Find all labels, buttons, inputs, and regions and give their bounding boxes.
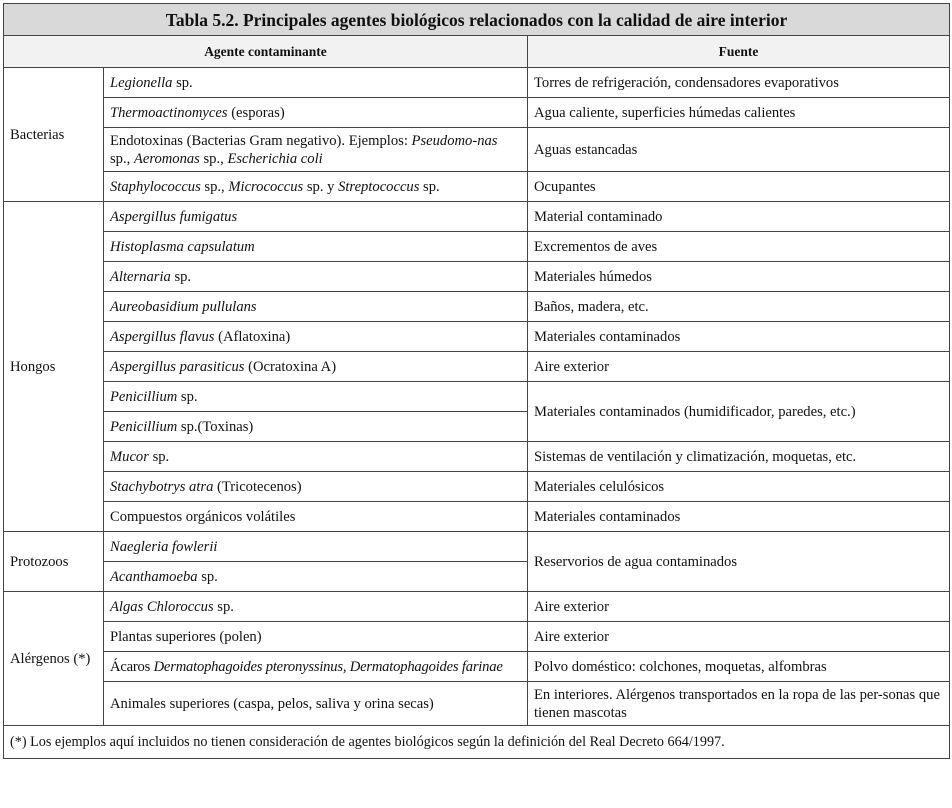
source-cell: Torres de refrigeración, condensadores evaporativos [528,68,950,98]
source-cell: Aire exterior [528,622,950,652]
agent-cell: Naegleria fowlerii [104,532,528,562]
category-bacterias: Bacterias [4,68,104,202]
table-row [4,172,950,202]
table-row [4,622,950,652]
table-row [4,202,950,232]
agent-cell: Algas Chloroccus sp. [104,592,528,622]
agent-cell: Compuestos orgánicos volátiles [104,502,528,532]
source-cell: Baños, madera, etc. [528,292,950,322]
agent-cell: Legionella sp. [104,68,528,98]
table-row [4,592,950,622]
category-hongos: Hongos [4,202,104,532]
source-cell: Sistemas de ventilación y climatización, moquetas, etc. [528,442,950,472]
agent-cell: Penicillium sp. [104,382,528,412]
source-cell: Ocupantes [528,172,950,202]
source-cell: Aguas estancadas [528,128,950,172]
category-protozoos: Protozoos [4,532,104,592]
table-row [4,532,950,562]
agent-cell: Animales superiores (caspa, pelos, saliva y orina secas) [104,682,528,726]
agent-cell: Endotoxinas (Bacterias Gram negativo). Ejemplos: Pseudomo-nas sp., Aeromonas sp., Escherichia coli [104,128,528,172]
table-row [4,68,950,98]
agent-cell: Ácaros Dermatophagoides pteronyssinus, Dermatophagoides farinae [104,652,528,682]
source-cell: Agua caliente, superficies húmedas calientes [528,98,950,128]
agent-cell: Aureobasidium pullulans [104,292,528,322]
source-cell: Materiales contaminados [528,322,950,352]
source-cell: Polvo doméstico: colchones, moquetas, alfombras [528,652,950,682]
footnote: (*) Los ejemplos aquí incluidos no tienen consideración de agentes biológicos según la definición del Real Decreto 664/1997. [4,726,950,759]
source-cell: Material contaminado [528,202,950,232]
table-row [4,442,950,472]
table-row [4,502,950,532]
source-cell: Materiales celulósicos [528,472,950,502]
source-cell: Materiales contaminados (humidificador, paredes, etc.) [528,382,950,442]
agent-cell: Penicillium sp.(Toxinas) [104,412,528,442]
table-row [4,292,950,322]
agent-cell: Aspergillus parasiticus (Ocratoxina A) [104,352,528,382]
source-cell: Reservorios de agua contaminados [528,532,950,592]
source-cell: Aire exterior [528,592,950,622]
agent-cell: Plantas superiores (polen) [104,622,528,652]
header-agent: Agente contaminante [4,36,528,68]
agent-cell: Stachybotrys atra (Tricotecenos) [104,472,528,502]
category-alergenos: Alérgenos (*) [4,592,104,726]
source-cell: Materiales contaminados [528,502,950,532]
agent-cell: Aspergillus fumigatus [104,202,528,232]
table-row [4,98,950,128]
table-row [4,232,950,262]
agent-cell: Thermoactinomyces (esporas) [104,98,528,128]
source-cell: Materiales húmedos [528,262,950,292]
agent-cell: Acanthamoeba sp. [104,562,528,592]
agent-cell: Staphylococcus sp., Micrococcus sp. y Streptococcus sp. [104,172,528,202]
table-row [4,262,950,292]
table-row [4,128,950,172]
header-source: Fuente [528,36,950,68]
agent-cell: Mucor sp. [104,442,528,472]
table-row [4,322,950,352]
table-row [4,352,950,382]
source-cell: En interiores. Alérgenos transportados en la ropa de las per-sonas que tienen mascotas [528,682,950,726]
agent-cell: Histoplasma capsulatum [104,232,528,262]
agent-cell: Aspergillus flavus (Aflatoxina) [104,322,528,352]
source-cell: Excrementos de aves [528,232,950,262]
source-cell: Aire exterior [528,352,950,382]
table-row [4,382,950,412]
agents-table [3,3,950,759]
table-row [4,652,950,682]
table-row [4,682,950,726]
table-title: Tabla 5.2. Principales agentes biológicos relacionados con la calidad de aire interior [4,4,950,36]
document [3,3,949,759]
table-row [4,472,950,502]
agent-cell: Alternaria sp. [104,262,528,292]
